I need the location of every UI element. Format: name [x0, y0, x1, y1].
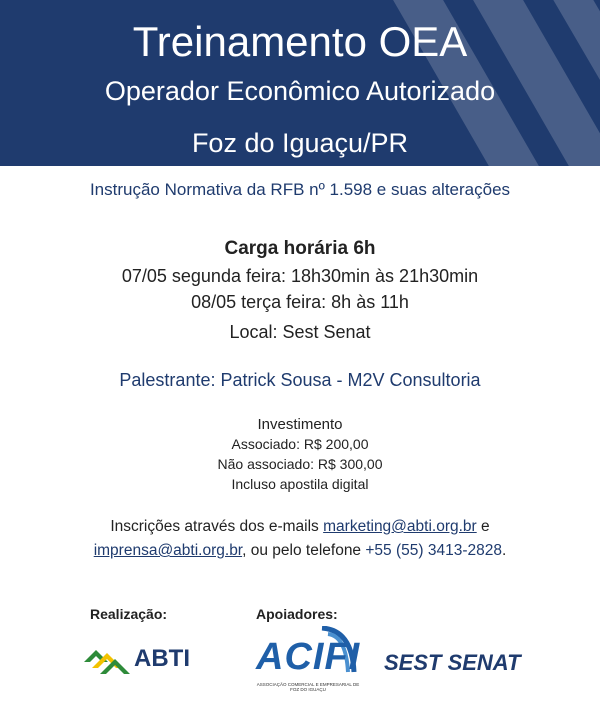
- instrucao-normativa: Instrução Normativa da RFB nº 1.598 e suas alterações: [89, 180, 511, 199]
- inscricoes-middle: , ou pelo telefone: [242, 542, 362, 559]
- schedule-day-1: 07/05 segunda feira: 18h30min às 21h30min: [121, 266, 479, 286]
- email-marketing-link[interactable]: marketing@abti.org.br: [323, 518, 477, 535]
- incluso-apostila: Incluso apostila digital: [231, 476, 369, 492]
- speaker: Palestrante: Patrick Sousa - M2V Consultoria: [119, 370, 481, 390]
- event-local: Local: Sest Senat: [229, 322, 371, 342]
- inscricoes-line-1: [0, 518, 600, 536]
- email-imprensa-link[interactable]: imprensa@abti.org.br: [93, 542, 243, 559]
- schedule-day-2: 08/05 terça feira: 8h às 11h: [191, 292, 409, 312]
- investimento-title: Investimento: [257, 416, 343, 433]
- acifi-logo: [254, 626, 360, 692]
- carga-horaria: Carga horária 6h: [224, 238, 376, 259]
- acifi-logo-text: ACIFI: [256, 636, 361, 678]
- inscricoes-prefix: Inscrições através dos e-mails: [110, 518, 319, 535]
- event-location: Foz do Iguaçu/PR: [191, 128, 409, 158]
- inscricoes-line-2: [0, 542, 600, 560]
- event-subtitle: Operador Econômico Autorizado: [104, 76, 496, 106]
- sest-senat-logo: SEST SENAT: [384, 650, 521, 675]
- price-associado: Associado: R$ 200,00: [231, 436, 369, 452]
- inscricoes-and: e: [481, 518, 490, 535]
- inscricoes-end: .: [501, 542, 507, 559]
- acifi-subtitle: ASSOCIAÇÃO COMERCIAL E EMPRESARIAL DE FOZ DO IGUAÇU: [256, 682, 360, 692]
- phone-number: +55 (55) 3413-2828: [365, 542, 502, 559]
- event-title: Treinamento OEA: [132, 18, 468, 65]
- abti-logo-text: ABTI: [134, 645, 190, 672]
- abti-chevron-icon: [84, 640, 130, 676]
- abti-logo: [84, 640, 196, 676]
- realizacao-label: Realização:: [90, 606, 168, 622]
- price-nao-associado: Não associado: R$ 300,00: [217, 456, 383, 472]
- apoiadores-label: Apoiadores:: [256, 606, 338, 622]
- header-banner: [0, 0, 600, 166]
